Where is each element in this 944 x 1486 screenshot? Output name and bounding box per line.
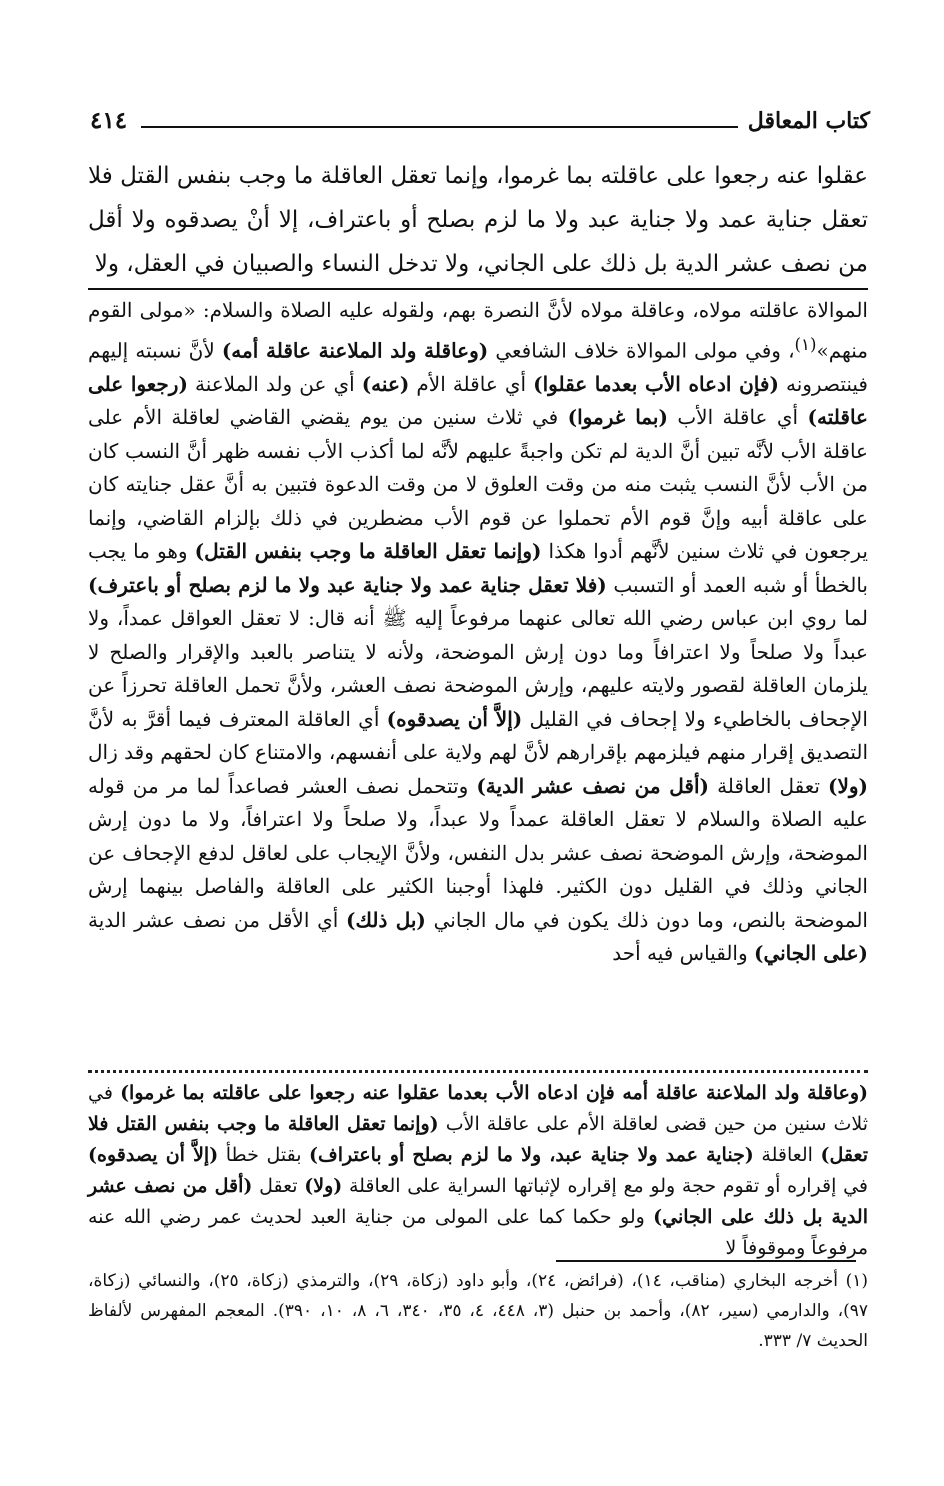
commentary-run: أي العاقلة المعترف فيما أقرَّ به لأنَّ التصديق إقرار منهم فيلزمهم بإقرارهم لأنَّ لهم ولاية على أنفسهم، والامتناع كان لحقهم وقد زال: [88, 706, 868, 765]
commentary-run: وهو ما يجب بالخطأ أو شبه العمد أو التسبب: [88, 539, 868, 597]
commentary-run: بقتل خطأ: [218, 1144, 310, 1166]
quoted-matn-bold: (وعاقلة ولد الملاعنة عاقلة أمه فإن ادعاه الأب بعدما عقلوا عنه رجعوا على عاقلته بما غرموا): [120, 1082, 868, 1104]
commentary-text: [88, 294, 868, 971]
quoted-matn-bold: (أقل من نصف عشر الدية): [476, 773, 710, 798]
footnote-block: [88, 1266, 868, 1356]
commentary-run: لما روي ابن عباس رضي الله تعالى عنهما مرفوعاً إليه ﷺ أنه قال: لا تعقل العواقل عمداً، ولا عبداً ولا صلحاً ولا اعترافاً وما دون إرش الموضحة، ولأنه لا يتناصر بالعبد والإقرار والصلح لا يلزمان العاقلة لقصور ولايته عليهم، وإرش الموضحة نصف العشر، ولأنَّ تحمل العاقلة تحرزاً عن الإجحاف بالخاطيء ولا إجحاف في القليل: [88, 606, 868, 731]
running-header: [90, 96, 870, 136]
quoted-matn-bold: (فلا تعقل جناية عمد ولا جناية عبد ولا ما لزم بصلح أو باعترف): [88, 572, 607, 597]
quoted-matn-bold: (بل ذلك): [346, 907, 426, 932]
commentary-run: أي الأقل من نصف عشر الدية: [88, 907, 347, 932]
commentary-run: أي عاقلة الأب: [667, 405, 808, 430]
quoted-matn-bold: (على الجاني): [753, 941, 868, 966]
quoted-matn-bold: (إلاَّ أن يصدقوه): [88, 1144, 219, 1166]
quoted-matn-bold: (رجعوا على عاقلته): [88, 371, 868, 430]
quoted-matn-bold: (ولا): [828, 773, 868, 798]
book-title: كتاب المعاقل: [747, 108, 870, 134]
gloss-block: [88, 1078, 868, 1264]
quoted-matn-bold: (عنه): [361, 371, 410, 396]
quoted-matn-bold: (بما غرموا): [567, 405, 668, 430]
quoted-matn-bold: (وإنما تعقل العاقلة ما وجب بنفس القتل فلا تعقل): [88, 1113, 868, 1166]
footnote-text: (١) أخرجه البخاري (مناقب، ١٤)، (فرائض، ٢٤)، وأبو داود (زكاة، ٢٩)، والترمذي (زكاة، ٢٥)، والنسائي (زكاة، ٩٧)، والدارمي (سير، ٨٢)، وأحمد بن حنبل (٣، ٤٤٨، ٤، ٣٥، ٣٤٠، ٦، ٨، ١٠، ٣٩٠). المعجم المفهرس لألفاظ الحديث ٧/ ٣٣٣.: [88, 1271, 868, 1351]
commentary-run: تعقل العاقلة: [709, 773, 828, 798]
main-text-block: [88, 154, 868, 286]
commentary-run: في إقراره أو تقوم حجة ولو مع إقراره لإثباتها السراية على العاقلة: [342, 1175, 868, 1197]
commentary-dotted-divider: [88, 1070, 868, 1073]
commentary-block: [88, 294, 868, 971]
main-text: عقلوا عنه رجعوا على عاقلته بما غرموا، وإنما تعقل العاقلة ما وجب بنفس القتل فلا تعقل جناية عمد ولا جناية عبد ولا ما لزم بصلح أو باعتراف، إلا أنْ يصدقوه ولا أقل من نصف عشر الدية بل ذلك على الجاني، ولا تدخل النساء والصبيان في العقل، ولا: [88, 163, 868, 277]
commentary-run: الموالاة عاقلته مولاه، وعاقلة مولاه لأنَّ النصرة بهم، ولقوله عليه الصلاة والسلام: «مولى القوم منهم»: [88, 298, 868, 363]
main-text-divider: [88, 288, 868, 290]
commentary-run: تعقل: [252, 1175, 305, 1197]
quoted-matn-bold: (فإن ادعاه الأب بعدما عقلوا): [533, 371, 779, 396]
commentary-run: ولو حكما كما على المولى من جناية العبد لحديث عمر رضي الله عنه مرفوعاً وموقوفاً لا: [88, 1206, 868, 1259]
commentary-run: ، وفي مولى الموالاة خلاف الشافعي: [488, 338, 795, 363]
commentary-run: والقياس فيه أحد: [612, 941, 754, 966]
quoted-matn-bold: (ولا): [304, 1175, 343, 1197]
commentary-run: في ثلاث سنين من يوم يقضي القاضي لعاقلة الأم على عاقلة الأب لأنَّه تبين أنَّ الدية لم تكن واجبةً عليهم لأنَّه لما أكذب الأب نفسه ظهر أنَّ النسب كان من الأب لأنَّ النسب يثبت منه من وقت العلوق لا من وقت الدعوة فتبين به أنَّ عقل جنايته كان على عاقلة أبيه وإنَّ قوم الأم تحملوا عن قوم الأب مضطرين في ذلك بإلزام القاضي، وإنما يرجعون في ثلاث سنين لأنَّهم أدوا هكذا: [88, 405, 868, 564]
quoted-matn-bold: (إلاَّ أن يصدقوه): [386, 706, 523, 731]
commentary-run: لأنَّ نسبته إليهم فينتصرونه: [88, 338, 868, 396]
quoted-matn-bold: (أقل من نصف عشر الدية بل ذلك على الجاني): [88, 1175, 868, 1228]
footnote-marker: (١): [794, 334, 817, 354]
commentary-run: في ثلاث سنين من حين قضى لعاقلة الأم على عاقلة الأب: [88, 1082, 868, 1135]
quoted-matn-bold: (وإنما تعقل العاقلة ما وجب بنفس القتل): [194, 539, 542, 564]
commentary-run: أي عاقلة الأم: [409, 371, 534, 396]
commentary-run: وتتحمل نصف العشر فصاعداً لما مر من قوله عليه الصلاة والسلام لا تعقل العاقلة عمداً ولا عبداً، ولا صلحاً ولا اعترافاً، ولا ما دون إرش الموضحة، وإرش الموضحة نصف عشر بدل النفس، ولأنَّ الإيجاب على لعاقل لدفع الإجحاف عن الجاني وذلك في القليل دون الكثير. فلهذا أوجبنا الكثير على العاقلة والفاصل بينهما إرش الموضحة بالنص، وما دون ذلك يكون في مال الجاني: [88, 773, 868, 932]
quoted-matn-bold: (جناية عمد ولا جناية عبد، ولا ما لزم بصلح أو باعتراف): [309, 1144, 754, 1166]
header-rule: [141, 126, 738, 128]
footnote-divider: [556, 1260, 856, 1262]
quoted-matn-bold: (وعاقلة ولد الملاعنة عاقلة أمه): [221, 338, 489, 363]
commentary-run: العاقلة: [753, 1144, 821, 1166]
gloss-text: [88, 1078, 868, 1264]
page-number: ٤١٤: [90, 107, 128, 134]
commentary-run: أي عن ولد الملاعنة: [187, 371, 362, 396]
